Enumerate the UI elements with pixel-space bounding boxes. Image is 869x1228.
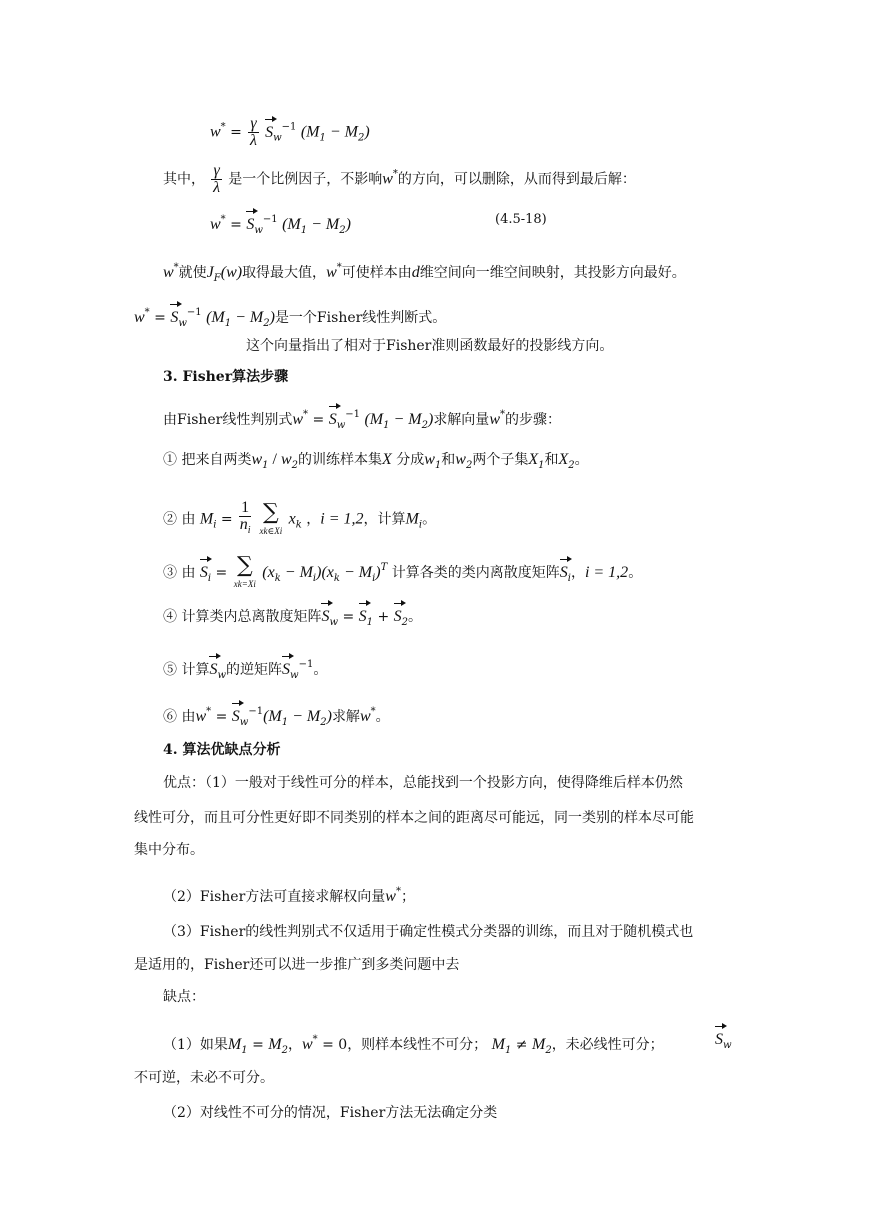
step-4: ④ 计算类内总离散度矩阵$S_w = S_1 + S_2$。 (163, 608, 423, 628)
equation-number: (4.5-18) (495, 212, 547, 227)
disadvantage-1-line-2: 不可逆，未必不可分。 (134, 1070, 274, 1086)
heading-pros-cons: 4. 算法优缺点分析 (163, 742, 281, 758)
disadvantage-heading: 缺点： (163, 989, 205, 1005)
step-3: ③ 由 $S_i$ = ∑ xk=Xi $(x_k - M_i)(x_k - M_i)^T$ 计算各类的类内离散度矩阵$S_i$，i = 1,2。 (163, 553, 643, 589)
advantage-3-line-1: （3）Fisher的线性判别式不仅适用于确定性模式分类器的训练，而且对于随机模式也 (163, 924, 694, 940)
step-5: ⑤ 计算$S_w$的逆矩阵$S_w^{-1}$。 (163, 659, 328, 681)
step-1: ① 把来自两类$w_1 / w_2$的训练样本集X 分成$w_1$和$w_2$两个子集$X_1$和$X_2$。 (163, 451, 589, 471)
paragraph-projection: 这个向量指出了相对于Fisher准则函数最好的投影线方向。 (246, 338, 614, 354)
paragraph-fisher-discriminant: $w^* = S_w^{-1}$ $(M_1 - M_2)$是一个Fisher线性判断式。 (134, 307, 447, 329)
paragraph-max-value: w*就使$J_F(w)$取得最大值，w*可使样本由d维空间向一维空间映射，其投影方向最好。 (163, 262, 686, 284)
paragraph-scale-factor: 其中， $\frac{\gamma}{\lambda}$ 是一个比例因子，不影响w*的方向，可以删除，从而得到最后解： (163, 162, 636, 196)
equation-2: $w^* = S_w^{-1}$ $(M_1 - M_2)$ (4.5-18) (210, 212, 547, 236)
disadvantage-2: （2）对线性不可分的情况，Fisher方法无法确定分类 (163, 1105, 498, 1121)
step-6: ⑥ 由$w^* = S_w^{-1}(M_1 - M_2)$求解w*。 (163, 706, 390, 728)
paragraph-steps-intro: 由Fisher线性判别式$w^* = S_w^{-1}$ $(M_1 - M_2)$求解向量w*的步骤： (163, 409, 561, 431)
advantage-3-line-2: 是适用的，Fisher还可以进一步推广到多类问题中去 (134, 957, 460, 973)
advantage-line-1: 优点：（1）一般对于线性可分的样本，总能找到一个投影方向，使得降维后样本仍然 (163, 775, 683, 791)
heading-algorithm-steps: 3. Fisher算法步骤 (163, 369, 289, 385)
advantage-line-3: 集中分布。 (134, 842, 204, 858)
advantage-2: （2）Fisher方法可直接求解权向量w*； (163, 886, 415, 905)
equation-1: w* = $\frac{\gamma}{\lambda}$ $S_w^{-1}$ $(M_1 - M_2)$ (210, 115, 370, 149)
disadvantage-1: （1）如果$M_1 = M_2$，w* = 0，则样本线性不可分； $M_1 \ne M_2$，未必线性可分； $S_w$ (163, 1031, 732, 1056)
advantage-line-2: 线性可分，而且可分性更好即不同类别的样本之间的距离尽可能远，同一类别的样本尽可能 (134, 810, 694, 826)
step-2: ② 由 $M_i$ = $\frac{1}{n_i}$ ∑ xk∈Xi $x_k$ ，i = 1,2，计算$M_i$。 (163, 499, 437, 536)
